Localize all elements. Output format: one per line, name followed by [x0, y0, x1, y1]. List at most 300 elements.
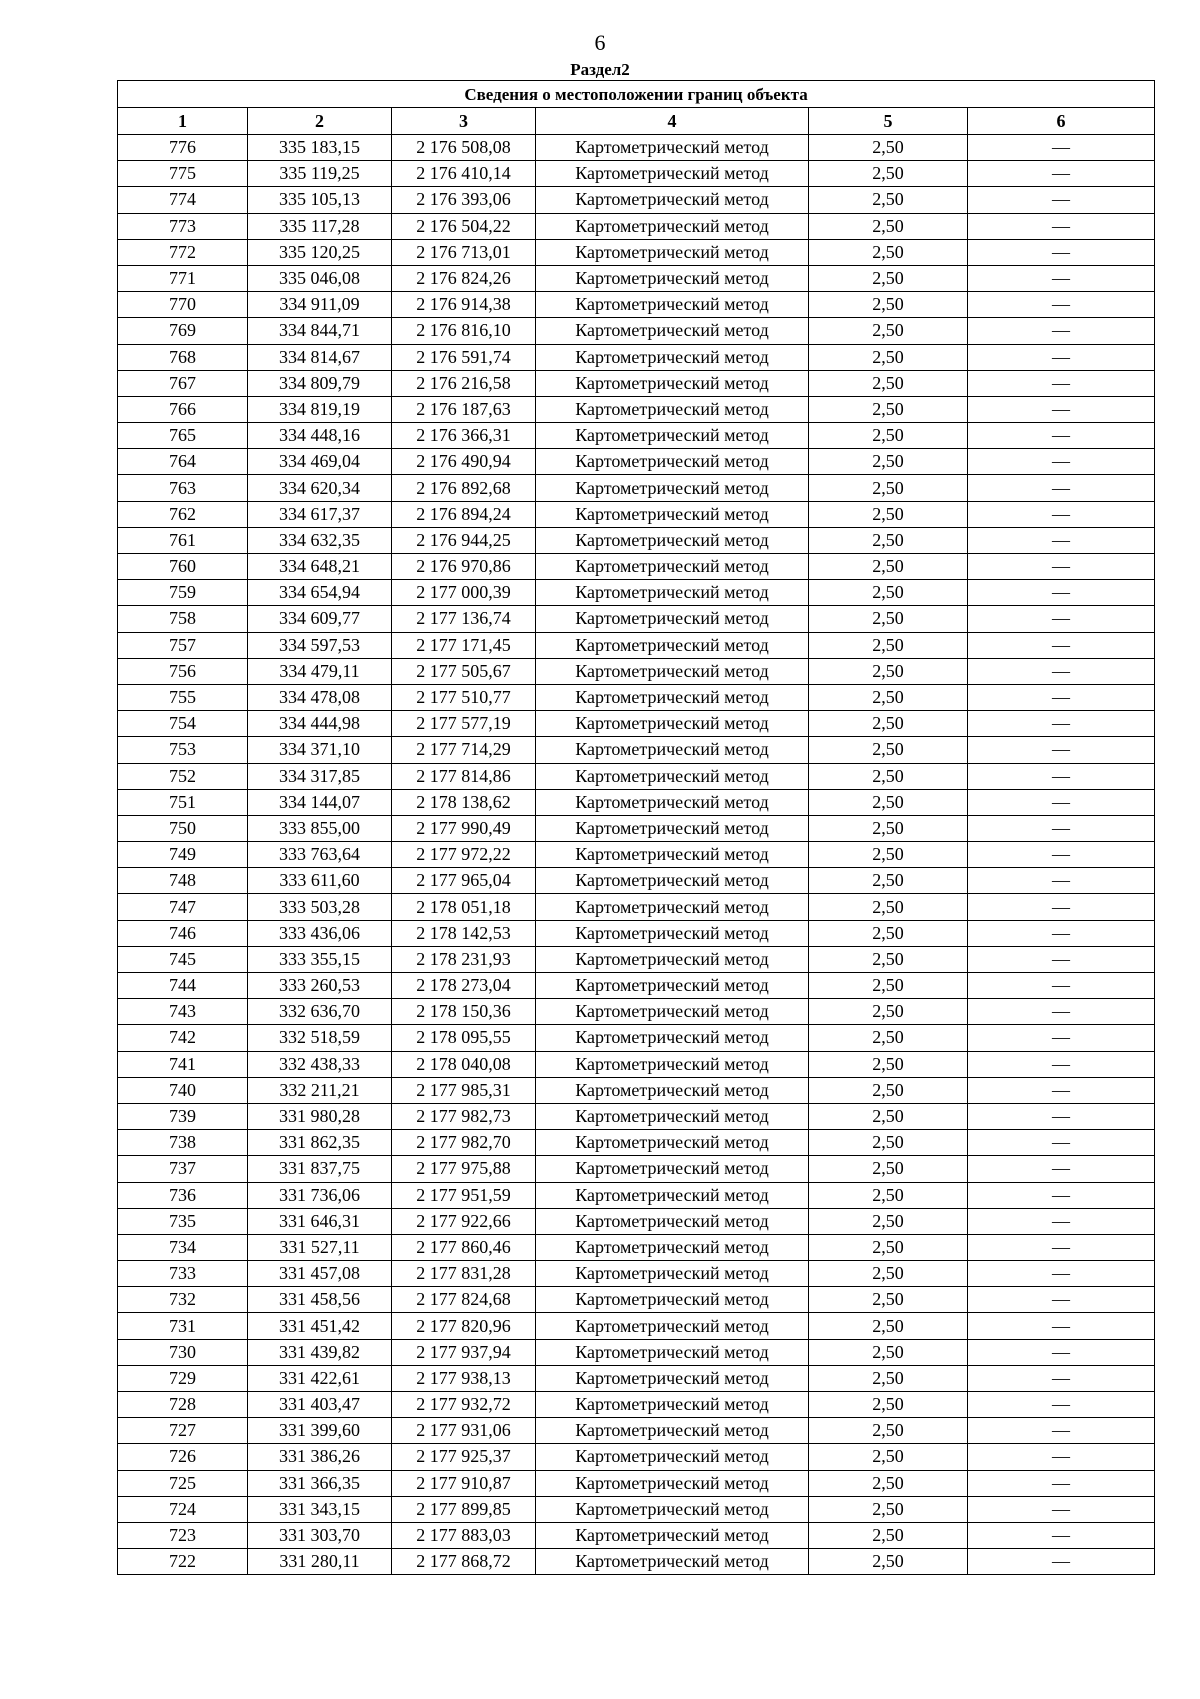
coordinate-y-cell: 2 177 714,29: [392, 737, 536, 763]
method-cell: Картометрический метод: [536, 554, 809, 580]
method-cell: Картометрический метод: [536, 292, 809, 318]
table-row: [118, 606, 1155, 632]
method-cell: Картометрический метод: [536, 580, 809, 606]
coordinate-x-cell: 331 422,61: [248, 1365, 392, 1391]
coordinate-y-cell: 2 177 577,19: [392, 711, 536, 737]
point-number-cell: 753: [118, 737, 248, 763]
coordinate-x-cell: 331 457,08: [248, 1261, 392, 1287]
point-number-cell: 738: [118, 1130, 248, 1156]
description-cell: —: [968, 239, 1155, 265]
coordinate-x-cell: 334 654,94: [248, 580, 392, 606]
accuracy-cell: 2,50: [809, 1522, 968, 1548]
coordinate-x-cell: 331 736,06: [248, 1182, 392, 1208]
accuracy-cell: 2,50: [809, 1077, 968, 1103]
description-cell: —: [968, 1077, 1155, 1103]
table-row: [118, 135, 1155, 161]
accuracy-cell: 2,50: [809, 1287, 968, 1313]
coordinate-y-cell: 2 177 938,13: [392, 1365, 536, 1391]
description-cell: —: [968, 292, 1155, 318]
coordinate-y-cell: 2 177 510,77: [392, 684, 536, 710]
accuracy-cell: 2,50: [809, 1182, 968, 1208]
description-cell: —: [968, 606, 1155, 632]
description-cell: —: [968, 789, 1155, 815]
table-row: [118, 501, 1155, 527]
coordinate-y-cell: 2 177 985,31: [392, 1077, 536, 1103]
coordinate-y-cell: 2 178 231,93: [392, 946, 536, 972]
method-cell: Картометрический метод: [536, 1549, 809, 1575]
point-number-cell: 748: [118, 868, 248, 894]
method-cell: Картометрический метод: [536, 606, 809, 632]
method-cell: Картометрический метод: [536, 999, 809, 1025]
coordinate-y-cell: 2 176 504,22: [392, 213, 536, 239]
point-number-cell: 751: [118, 789, 248, 815]
description-cell: —: [968, 1496, 1155, 1522]
coordinate-x-cell: 334 444,98: [248, 711, 392, 737]
coordinate-x-cell: 334 819,19: [248, 396, 392, 422]
coordinate-x-cell: 334 609,77: [248, 606, 392, 632]
point-number-cell: 763: [118, 475, 248, 501]
coordinate-y-cell: 2 176 892,68: [392, 475, 536, 501]
point-number-cell: 755: [118, 684, 248, 710]
description-cell: —: [968, 1339, 1155, 1365]
table-row: [118, 370, 1155, 396]
coordinate-y-cell: 2 176 824,26: [392, 265, 536, 291]
table-row: [118, 1130, 1155, 1156]
method-cell: Картометрический метод: [536, 1261, 809, 1287]
coordinate-y-cell: 2 177 925,37: [392, 1444, 536, 1470]
table-row: [118, 161, 1155, 187]
method-cell: Картометрический метод: [536, 1313, 809, 1339]
table-row: [118, 1549, 1155, 1575]
description-cell: —: [968, 187, 1155, 213]
coordinate-y-cell: 2 177 965,04: [392, 868, 536, 894]
method-cell: Картометрический метод: [536, 1103, 809, 1129]
description-cell: —: [968, 344, 1155, 370]
column-number-5: 5: [809, 108, 968, 135]
accuracy-cell: 2,50: [809, 1470, 968, 1496]
coordinate-x-cell: 335 183,15: [248, 135, 392, 161]
method-cell: Картометрический метод: [536, 265, 809, 291]
coordinate-x-cell: 334 478,08: [248, 684, 392, 710]
description-cell: —: [968, 161, 1155, 187]
accuracy-cell: 2,50: [809, 239, 968, 265]
point-number-cell: 776: [118, 135, 248, 161]
coordinate-x-cell: 334 317,85: [248, 763, 392, 789]
point-number-cell: 768: [118, 344, 248, 370]
coordinate-x-cell: 331 980,28: [248, 1103, 392, 1129]
coordinate-x-cell: 333 763,64: [248, 842, 392, 868]
accuracy-cell: 2,50: [809, 1496, 968, 1522]
method-cell: Картометрический метод: [536, 1496, 809, 1522]
description-cell: —: [968, 475, 1155, 501]
point-number-cell: 736: [118, 1182, 248, 1208]
table-row: [118, 1470, 1155, 1496]
accuracy-cell: 2,50: [809, 187, 968, 213]
table-row: [118, 318, 1155, 344]
coordinate-y-cell: 2 176 816,10: [392, 318, 536, 344]
coordinate-x-cell: 334 597,53: [248, 632, 392, 658]
coordinate-y-cell: 2 178 051,18: [392, 894, 536, 920]
table-caption-row: [118, 81, 1155, 108]
coordinate-y-cell: 2 176 713,01: [392, 239, 536, 265]
coordinate-x-cell: 333 611,60: [248, 868, 392, 894]
point-number-cell: 772: [118, 239, 248, 265]
method-cell: Картометрический метод: [536, 1182, 809, 1208]
table-row: [118, 973, 1155, 999]
method-cell: Картометрический метод: [536, 1365, 809, 1391]
accuracy-cell: 2,50: [809, 1208, 968, 1234]
method-cell: Картометрический метод: [536, 946, 809, 972]
point-number-cell: 723: [118, 1522, 248, 1548]
table-row: [118, 344, 1155, 370]
coordinate-y-cell: 2 177 860,46: [392, 1234, 536, 1260]
description-cell: —: [968, 632, 1155, 658]
table-row: [118, 580, 1155, 606]
coordinate-x-cell: 331 399,60: [248, 1418, 392, 1444]
coordinate-y-cell: 2 178 138,62: [392, 789, 536, 815]
table-row: [118, 1051, 1155, 1077]
accuracy-cell: 2,50: [809, 946, 968, 972]
accuracy-cell: 2,50: [809, 1313, 968, 1339]
description-cell: —: [968, 265, 1155, 291]
coordinate-x-cell: 331 280,11: [248, 1549, 392, 1575]
accuracy-cell: 2,50: [809, 1339, 968, 1365]
table-row: [118, 1339, 1155, 1365]
coordinate-x-cell: 334 814,67: [248, 344, 392, 370]
coordinate-x-cell: 331 343,15: [248, 1496, 392, 1522]
method-cell: Картометрический метод: [536, 423, 809, 449]
coordinate-x-cell: 334 632,35: [248, 527, 392, 553]
description-cell: —: [968, 318, 1155, 344]
point-number-cell: 765: [118, 423, 248, 449]
description-cell: —: [968, 1418, 1155, 1444]
accuracy-cell: 2,50: [809, 789, 968, 815]
coordinate-y-cell: 2 177 972,22: [392, 842, 536, 868]
method-cell: Картометрический метод: [536, 1470, 809, 1496]
description-cell: —: [968, 842, 1155, 868]
table-row: [118, 423, 1155, 449]
accuracy-cell: 2,50: [809, 894, 968, 920]
description-cell: —: [968, 1392, 1155, 1418]
coordinate-x-cell: 334 911,09: [248, 292, 392, 318]
accuracy-cell: 2,50: [809, 501, 968, 527]
method-cell: Картометрический метод: [536, 396, 809, 422]
method-cell: Картометрический метод: [536, 737, 809, 763]
point-number-cell: 752: [118, 763, 248, 789]
method-cell: Картометрический метод: [536, 658, 809, 684]
accuracy-cell: 2,50: [809, 1130, 968, 1156]
table-row: [118, 187, 1155, 213]
table-row: [118, 449, 1155, 475]
point-number-cell: 735: [118, 1208, 248, 1234]
method-cell: Картометрический метод: [536, 632, 809, 658]
point-number-cell: 730: [118, 1339, 248, 1365]
coordinate-x-cell: 335 117,28: [248, 213, 392, 239]
table-row: [118, 475, 1155, 501]
coordinate-x-cell: 331 646,31: [248, 1208, 392, 1234]
coordinate-y-cell: 2 177 932,72: [392, 1392, 536, 1418]
method-cell: Картометрический метод: [536, 344, 809, 370]
description-cell: —: [968, 1313, 1155, 1339]
table-row: [118, 946, 1155, 972]
accuracy-cell: 2,50: [809, 1156, 968, 1182]
section-title: Раздел2: [570, 60, 630, 79]
coordinate-y-cell: 2 178 040,08: [392, 1051, 536, 1077]
column-number-4: 4: [536, 108, 809, 135]
coordinate-x-cell: 332 438,33: [248, 1051, 392, 1077]
coordinate-x-cell: 334 617,37: [248, 501, 392, 527]
point-number-cell: 754: [118, 711, 248, 737]
coordinate-x-cell: 334 844,71: [248, 318, 392, 344]
coordinate-y-cell: 2 177 910,87: [392, 1470, 536, 1496]
description-cell: —: [968, 1549, 1155, 1575]
coordinate-x-cell: 332 211,21: [248, 1077, 392, 1103]
description-cell: —: [968, 658, 1155, 684]
coordinate-x-cell: 332 518,59: [248, 1025, 392, 1051]
table-row: [118, 999, 1155, 1025]
description-cell: —: [968, 946, 1155, 972]
accuracy-cell: 2,50: [809, 475, 968, 501]
coordinate-y-cell: 2 177 820,96: [392, 1313, 536, 1339]
point-number-cell: 764: [118, 449, 248, 475]
table-row: [118, 1025, 1155, 1051]
method-cell: Картометрический метод: [536, 1392, 809, 1418]
accuracy-cell: 2,50: [809, 554, 968, 580]
coordinate-y-cell: 2 176 944,25: [392, 527, 536, 553]
coordinate-x-cell: 334 144,07: [248, 789, 392, 815]
point-number-cell: 773: [118, 213, 248, 239]
point-number-cell: 746: [118, 920, 248, 946]
description-cell: —: [968, 370, 1155, 396]
coordinate-y-cell: 2 176 187,63: [392, 396, 536, 422]
coordinate-x-cell: 331 403,47: [248, 1392, 392, 1418]
method-cell: Картометрический метод: [536, 763, 809, 789]
point-number-cell: 771: [118, 265, 248, 291]
method-cell: Картометрический метод: [536, 920, 809, 946]
accuracy-cell: 2,50: [809, 580, 968, 606]
point-number-cell: 741: [118, 1051, 248, 1077]
point-number-cell: 737: [118, 1156, 248, 1182]
coordinate-x-cell: 331 458,56: [248, 1287, 392, 1313]
accuracy-cell: 2,50: [809, 763, 968, 789]
method-cell: Картометрический метод: [536, 868, 809, 894]
point-number-cell: 731: [118, 1313, 248, 1339]
coordinate-y-cell: 2 176 490,94: [392, 449, 536, 475]
table-row: [118, 1496, 1155, 1522]
table-row: [118, 1261, 1155, 1287]
accuracy-cell: 2,50: [809, 1549, 968, 1575]
coordinate-x-cell: 331 386,26: [248, 1444, 392, 1470]
description-cell: —: [968, 737, 1155, 763]
point-number-cell: 756: [118, 658, 248, 684]
accuracy-cell: 2,50: [809, 396, 968, 422]
description-cell: —: [968, 501, 1155, 527]
coordinate-x-cell: 334 648,21: [248, 554, 392, 580]
description-cell: —: [968, 1365, 1155, 1391]
coordinate-x-cell: 332 636,70: [248, 999, 392, 1025]
method-cell: Картометрический метод: [536, 789, 809, 815]
table-row: [118, 1313, 1155, 1339]
point-number-cell: 749: [118, 842, 248, 868]
description-cell: —: [968, 815, 1155, 841]
accuracy-cell: 2,50: [809, 711, 968, 737]
description-cell: —: [968, 580, 1155, 606]
table-row: [118, 1103, 1155, 1129]
description-cell: —: [968, 1130, 1155, 1156]
point-number-cell: 729: [118, 1365, 248, 1391]
point-number-cell: 761: [118, 527, 248, 553]
coordinate-y-cell: 2 177 171,45: [392, 632, 536, 658]
column-number-1: 1: [118, 108, 248, 135]
method-cell: Картометрический метод: [536, 1208, 809, 1234]
accuracy-cell: 2,50: [809, 658, 968, 684]
description-cell: —: [968, 1234, 1155, 1260]
coordinate-y-cell: 2 177 899,85: [392, 1496, 536, 1522]
point-number-cell: 739: [118, 1103, 248, 1129]
column-number-2: 2: [248, 108, 392, 135]
method-cell: Картометрический метод: [536, 894, 809, 920]
point-number-cell: 750: [118, 815, 248, 841]
page-number: 6: [594, 30, 606, 55]
coordinate-y-cell: 2 176 508,08: [392, 135, 536, 161]
description-cell: —: [968, 527, 1155, 553]
coordinate-y-cell: 2 177 136,74: [392, 606, 536, 632]
table-row: [118, 1156, 1155, 1182]
table-caption: Сведения о местоположении границ объекта: [118, 81, 1155, 108]
table-row: [118, 1365, 1155, 1391]
coordinate-x-cell: 334 809,79: [248, 370, 392, 396]
accuracy-cell: 2,50: [809, 265, 968, 291]
description-cell: —: [968, 449, 1155, 475]
accuracy-cell: 2,50: [809, 1051, 968, 1077]
point-number-cell: 726: [118, 1444, 248, 1470]
accuracy-cell: 2,50: [809, 1025, 968, 1051]
description-cell: —: [968, 973, 1155, 999]
description-cell: —: [968, 1182, 1155, 1208]
method-cell: Картометрический метод: [536, 1130, 809, 1156]
method-cell: Картометрический метод: [536, 1444, 809, 1470]
method-cell: Картометрический метод: [536, 842, 809, 868]
description-cell: —: [968, 763, 1155, 789]
coordinate-x-cell: 334 448,16: [248, 423, 392, 449]
coordinate-y-cell: 2 177 922,66: [392, 1208, 536, 1234]
coordinate-y-cell: 2 178 095,55: [392, 1025, 536, 1051]
column-number-3: 3: [392, 108, 536, 135]
accuracy-cell: 2,50: [809, 606, 968, 632]
description-cell: —: [968, 868, 1155, 894]
coordinate-x-cell: 334 371,10: [248, 737, 392, 763]
point-number-cell: 733: [118, 1261, 248, 1287]
point-number-cell: 734: [118, 1234, 248, 1260]
table-row: [118, 632, 1155, 658]
point-number-cell: 740: [118, 1077, 248, 1103]
table-row: [118, 1208, 1155, 1234]
coordinate-x-cell: 331 303,70: [248, 1522, 392, 1548]
accuracy-cell: 2,50: [809, 1234, 968, 1260]
accuracy-cell: 2,50: [809, 449, 968, 475]
table-row: [118, 239, 1155, 265]
method-cell: Картометрический метод: [536, 370, 809, 396]
method-cell: Картометрический метод: [536, 161, 809, 187]
accuracy-cell: 2,50: [809, 161, 968, 187]
description-cell: —: [968, 423, 1155, 449]
method-cell: Картометрический метод: [536, 475, 809, 501]
point-number-cell: 728: [118, 1392, 248, 1418]
coordinate-y-cell: 2 177 505,67: [392, 658, 536, 684]
table-row: [118, 1077, 1155, 1103]
table-row: [118, 1522, 1155, 1548]
coordinate-x-cell: 331 527,11: [248, 1234, 392, 1260]
coordinate-x-cell: 333 503,28: [248, 894, 392, 920]
coordinate-x-cell: 334 620,34: [248, 475, 392, 501]
coordinate-y-cell: 2 177 000,39: [392, 580, 536, 606]
description-cell: —: [968, 1156, 1155, 1182]
accuracy-cell: 2,50: [809, 1261, 968, 1287]
coordinate-x-cell: 333 855,00: [248, 815, 392, 841]
coordinate-x-cell: 331 837,75: [248, 1156, 392, 1182]
method-cell: Картометрический метод: [536, 1077, 809, 1103]
coordinate-y-cell: 2 177 831,28: [392, 1261, 536, 1287]
table-row: [118, 554, 1155, 580]
table-row: [118, 1287, 1155, 1313]
coordinate-x-cell: 335 119,25: [248, 161, 392, 187]
point-number-cell: 758: [118, 606, 248, 632]
accuracy-cell: 2,50: [809, 370, 968, 396]
point-number-cell: 770: [118, 292, 248, 318]
description-cell: —: [968, 684, 1155, 710]
table-row: [118, 737, 1155, 763]
table-row: [118, 789, 1155, 815]
accuracy-cell: 2,50: [809, 423, 968, 449]
coordinate-y-cell: 2 176 591,74: [392, 344, 536, 370]
table-row: [118, 842, 1155, 868]
point-number-cell: 775: [118, 161, 248, 187]
coordinate-x-cell: 334 469,04: [248, 449, 392, 475]
method-cell: Картометрический метод: [536, 1051, 809, 1077]
description-cell: —: [968, 920, 1155, 946]
coordinate-y-cell: 2 176 366,31: [392, 423, 536, 449]
accuracy-cell: 2,50: [809, 1418, 968, 1444]
method-cell: Картометрический метод: [536, 239, 809, 265]
accuracy-cell: 2,50: [809, 1365, 968, 1391]
accuracy-cell: 2,50: [809, 318, 968, 344]
table-row: [118, 894, 1155, 920]
point-number-cell: 760: [118, 554, 248, 580]
method-cell: Картометрический метод: [536, 1156, 809, 1182]
accuracy-cell: 2,50: [809, 344, 968, 370]
coordinate-y-cell: 2 176 410,14: [392, 161, 536, 187]
coordinate-y-cell: 2 177 883,03: [392, 1522, 536, 1548]
description-cell: —: [968, 1261, 1155, 1287]
coordinate-y-cell: 2 177 975,88: [392, 1156, 536, 1182]
coordinate-y-cell: 2 176 914,38: [392, 292, 536, 318]
method-cell: Картометрический метод: [536, 527, 809, 553]
point-number-cell: 732: [118, 1287, 248, 1313]
accuracy-cell: 2,50: [809, 842, 968, 868]
coordinate-x-cell: 331 862,35: [248, 1130, 392, 1156]
point-number-cell: 724: [118, 1496, 248, 1522]
coordinate-y-cell: 2 177 931,06: [392, 1418, 536, 1444]
table-row: [118, 396, 1155, 422]
accuracy-cell: 2,50: [809, 292, 968, 318]
description-cell: —: [968, 1208, 1155, 1234]
accuracy-cell: 2,50: [809, 999, 968, 1025]
point-number-cell: 722: [118, 1549, 248, 1575]
coordinate-y-cell: 2 178 273,04: [392, 973, 536, 999]
table-row: [118, 868, 1155, 894]
coordinate-y-cell: 2 177 982,70: [392, 1130, 536, 1156]
point-number-cell: 747: [118, 894, 248, 920]
